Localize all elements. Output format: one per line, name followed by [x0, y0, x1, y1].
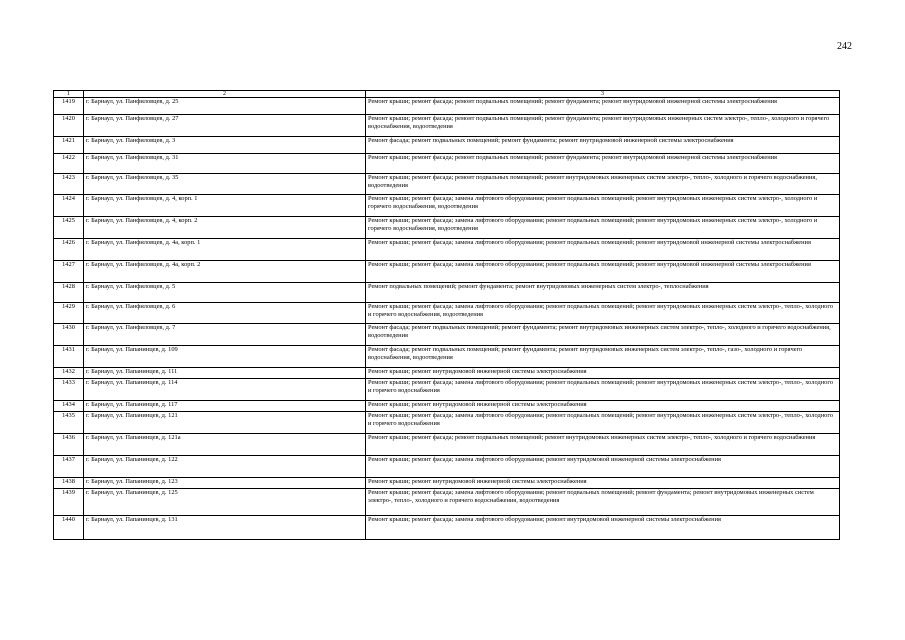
table-row	[54, 489, 840, 516]
row-number-cell: 1439	[54, 489, 84, 516]
address-cell: г. Барнаул, ул. Панфиловцев, д. 31	[84, 154, 366, 174]
works-cell: Ремонт крыши; ремонт внутридомовой инженерной системы электроснабжения	[366, 478, 840, 489]
row-number-cell: 1430	[54, 324, 84, 346]
row-number-cell: 1436	[54, 434, 84, 456]
address-cell: г. Барнаул, ул. Панфиловцев, д. 35	[84, 174, 366, 195]
address-cell: г. Барнаул, ул. Панфиловцев, д. 25	[84, 98, 366, 115]
works-cell: Ремонт крыши; ремонт фасада; ремонт подвальных помещений; ремонт фундамента; ремонт внутридомовой инженерной системы электроснабжения	[366, 154, 840, 174]
address-cell: г. Барнаул, ул. Панфиловцев, д. 3	[84, 137, 366, 154]
works-cell: Ремонт крыши; ремонт фасада; замена лифтового оборудования; ремонт внутридомовой инженерной системы электроснабжения	[366, 456, 840, 478]
table-row	[54, 401, 840, 412]
table-row	[54, 456, 840, 478]
page-number: 242	[837, 41, 852, 52]
table-row	[54, 516, 840, 540]
works-cell: Ремонт крыши; ремонт фасада; замена лифтового оборудования; ремонт подвальных помещений; ремонт фундамента; ремонт внутридомовых инженерных систем электро-, тепло-, холодного и горячего водоснабжения, водоотведения	[366, 489, 840, 516]
works-cell: Ремонт крыши; ремонт фасада; замена лифтового оборудования; ремонт внутридомовой инженерной системы электроснабжения	[366, 516, 840, 540]
table-row	[54, 324, 840, 346]
row-number-cell: 1435	[54, 412, 84, 434]
works-cell: Ремонт крыши; ремонт фасада; замена лифтового оборудования; ремонт подвальных помещений; ремонт внутридомовых инженерных систем электро-, холодного и горячего водоснабжения, водоотведения	[366, 217, 840, 239]
row-number-cell: 1428	[54, 283, 84, 303]
row-number-cell: 1431	[54, 346, 84, 368]
works-cell: Ремонт крыши; ремонт фасада; ремонт подвальных помещений; ремонт фундамента; ремонт внутридомовых инженерных систем электро-, тепло-, холодного и горячего водоснабжения, водоотведения	[366, 115, 840, 137]
address-cell: г. Барнаул, ул. Папанинцев, д. 125	[84, 489, 366, 516]
works-cell: Ремонт крыши; ремонт фасада; замена лифтового оборудования; ремонт подвальных помещений; ремонт внутридомовых инженерных систем электро-, тепло-, холодного и горячего водоснабжения, водоотведения	[366, 303, 840, 324]
address-cell: г. Барнаул, ул. Папанинцев, д. 114	[84, 379, 366, 401]
column-header-works: 3	[366, 91, 840, 98]
row-number-cell: 1420	[54, 115, 84, 137]
row-number-cell: 1427	[54, 261, 84, 283]
table-row	[54, 98, 840, 115]
works-cell: Ремонт крыши; ремонт фасада; ремонт подвальных помещений; ремонт внутридомовых инженерных систем электро-, тепло-, холодного и горячего водоснабжения	[366, 434, 840, 456]
row-number-cell: 1426	[54, 239, 84, 261]
address-cell: г. Барнаул, ул. Папанинцев, д. 109	[84, 346, 366, 368]
table-row	[54, 115, 840, 137]
table-row	[54, 239, 840, 261]
works-cell: Ремонт подвальных помещений; ремонт фундамента; ремонт внутридомовых инженерных систем электро-, теплоснабжения	[366, 283, 840, 303]
row-number-cell: 1421	[54, 137, 84, 154]
address-cell: г. Барнаул, ул. Панфиловцев, д. 27	[84, 115, 366, 137]
address-cell: г. Барнаул, ул. Панфиловцев, д. 5	[84, 283, 366, 303]
works-cell: Ремонт крыши; ремонт фасада; ремонт подвальных помещений; ремонт внутридомовых инженерных систем электро-, тепло-, холодного и горячего водоснабжения, водоотведения	[366, 174, 840, 195]
works-cell: Ремонт крыши; ремонт внутридомовой инженерной системы электроснабжения	[366, 368, 840, 379]
column-header-address: 2	[84, 91, 366, 98]
address-cell: г. Барнаул, ул. Панфиловцев, д. 4, корп. 2	[84, 217, 366, 239]
address-cell: г. Барнаул, ул. Папанинцев, д. 121а	[84, 434, 366, 456]
table-row	[54, 303, 840, 324]
works-cell: Ремонт крыши; ремонт фасада; замена лифтового оборудования; ремонт подвальных помещений; ремонт внутридомовых инженерных систем электро-, тепло-, холодного и горячего водоснабжения	[366, 379, 840, 401]
table-row	[54, 217, 840, 239]
works-cell: Ремонт крыши; ремонт фасада; замена лифтового оборудования; ремонт подвальных помещений; ремонт внутридомовых инженерных систем электро-, холодного и горячего водоснабжения, водоотведения	[366, 195, 840, 217]
works-cell: Ремонт фасада; ремонт подвальных помещений; ремонт фундамента; ремонт внутридомовой инженерной системы электроснабжения	[366, 137, 840, 154]
table-row	[54, 346, 840, 368]
works-cell: Ремонт крыши; ремонт фасада; замена лифтового оборудования; ремонт подвальных помещений; ремонт внутридомовой инженерной системы электроснабжения	[366, 239, 840, 261]
address-cell: г. Барнаул, ул. Панфиловцев, д. 4а, корп. 1	[84, 239, 366, 261]
works-cell: Ремонт крыши; ремонт фасада; замена лифтового оборудования; ремонт подвальных помещений; ремонт внутридомовой инженерной системы электроснабжения	[366, 261, 840, 283]
table-row	[54, 154, 840, 174]
table-row	[54, 195, 840, 217]
works-cell: Ремонт крыши; ремонт внутридомовой инженерной системы электроснабжения	[366, 401, 840, 412]
table-row	[54, 434, 840, 456]
address-cell: г. Барнаул, ул. Папанинцев, д. 111	[84, 368, 366, 379]
table-row	[54, 261, 840, 283]
table-row	[54, 478, 840, 489]
works-cell: Ремонт фасада; ремонт подвальных помещений; ремонт фундамента; ремонт внутридомовых инженерных систем электро-, тепло-, холодного и горячего водоснабжения, водоотведения	[366, 324, 840, 346]
address-cell: г. Барнаул, ул. Папанинцев, д. 123	[84, 478, 366, 489]
row-number-cell: 1437	[54, 456, 84, 478]
table-row	[54, 368, 840, 379]
table-header-row	[54, 91, 840, 98]
row-number-cell: 1422	[54, 154, 84, 174]
table-row	[54, 283, 840, 303]
row-number-cell: 1419	[54, 98, 84, 115]
works-cell: Ремонт фасада; ремонт подвальных помещений; ремонт фундамента; ремонт внутридомовых инженерных систем электро-, тепло-, газо-, холодного и горячего водоснабжения, водоотведения	[366, 346, 840, 368]
row-number-cell: 1423	[54, 174, 84, 195]
row-number-cell: 1429	[54, 303, 84, 324]
address-cell: г. Барнаул, ул. Панфиловцев, д. 4, корп. 1	[84, 195, 366, 217]
address-cell: г. Барнаул, ул. Папанинцев, д. 117	[84, 401, 366, 412]
row-number-cell: 1433	[54, 379, 84, 401]
row-number-cell: 1438	[54, 478, 84, 489]
table-row	[54, 137, 840, 154]
row-number-cell: 1425	[54, 217, 84, 239]
works-cell: Ремонт крыши; ремонт фасада; замена лифтового оборудования; ремонт подвальных помещений; ремонт внутридомовых инженерных систем электро-, тепло-, холодного и горячего водоснабжения	[366, 412, 840, 434]
address-cell: г. Барнаул, ул. Папанинцев, д. 122	[84, 456, 366, 478]
column-header-number: 1	[54, 91, 84, 98]
address-cell: г. Барнаул, ул. Папанинцев, д. 131	[84, 516, 366, 540]
row-number-cell: 1440	[54, 516, 84, 540]
row-number-cell: 1432	[54, 368, 84, 379]
works-cell: Ремонт крыши; ремонт фасада; ремонт подвальных помещений; ремонт фундамента; ремонт внутридомовой инженерной системы электроснабжения	[366, 98, 840, 115]
address-cell: г. Барнаул, ул. Панфиловцев, д. 6	[84, 303, 366, 324]
address-cell: г. Барнаул, ул. Панфиловцев, д. 4а, корп. 2	[84, 261, 366, 283]
address-cell: г. Барнаул, ул. Папанинцев, д. 121	[84, 412, 366, 434]
address-cell: г. Барнаул, ул. Панфиловцев, д. 7	[84, 324, 366, 346]
row-number-cell: 1424	[54, 195, 84, 217]
repair-registry-table	[53, 90, 840, 540]
table-row	[54, 412, 840, 434]
row-number-cell: 1434	[54, 401, 84, 412]
table-row	[54, 174, 840, 195]
table-row	[54, 379, 840, 401]
